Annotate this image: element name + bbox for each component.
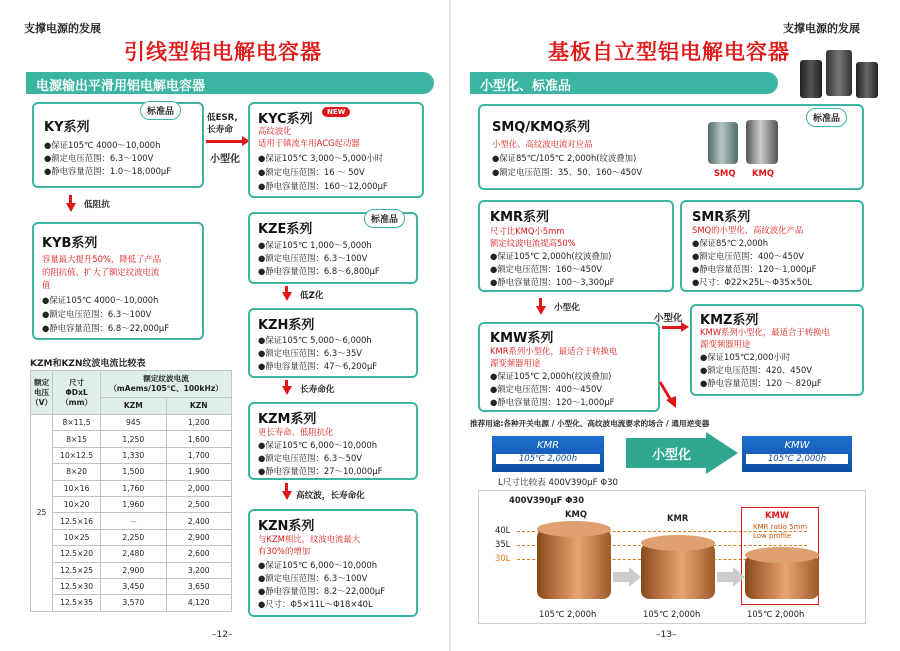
smq-cap-image: [708, 122, 738, 164]
kmz-red: KMW系列小型化，最适合于转换电: [700, 327, 830, 337]
kzn-red: 与KZM相比，纹波电流最大: [258, 534, 361, 544]
kmr-cap: [641, 543, 715, 599]
kzn-red: 有30%的增加: [258, 546, 311, 556]
cap-life: 105℃ 2,000h: [643, 609, 701, 619]
table-cell: 1,760: [101, 480, 166, 496]
kzm-red: 更长寿命、低阻抗化: [258, 427, 334, 437]
product-photo-cap: [826, 50, 852, 96]
left-page-number: –12–: [212, 630, 233, 640]
kmr-red: 尺寸比KMQ小5mm: [490, 226, 565, 236]
cap-name: KMR: [667, 513, 689, 523]
kyc-title: KYC系列: [258, 112, 313, 127]
table-row: [31, 480, 232, 496]
table-cell: 3,650: [166, 578, 231, 594]
table-row: [31, 431, 232, 447]
kzm-line: ●保证105℃ 6,000～10,000h: [258, 440, 378, 450]
table-row: [31, 546, 232, 562]
kyc-red: 适用于镇流车用ACG起动器: [258, 138, 360, 148]
flow-kmr-chip: KMR 105℃ 2,000h: [492, 436, 604, 472]
kzm-line: ●额定电压范围：6.3～50V: [258, 453, 363, 463]
kmr-line: ●保证105℃ 2,000h(纹波叠加): [490, 251, 612, 261]
smr-red: SMQ的小型化、高纹波化产品: [692, 225, 804, 235]
kmr-red: 额定纹波电流提高50%: [490, 238, 576, 248]
table-row: [31, 464, 232, 480]
compare-caption: L尺寸比较表 400V390μF Φ30: [498, 478, 619, 488]
kyb-box[interactable]: [32, 222, 204, 340]
kmr-box[interactable]: [478, 200, 674, 292]
table-row: [31, 513, 232, 529]
table-cell: 12.5×35: [53, 595, 101, 611]
table-row: [31, 496, 232, 512]
kze-badge: 标准品: [364, 209, 405, 228]
cap-name: KMQ: [565, 509, 587, 519]
ky-line: ●保证105℃ 4000～10,000h: [44, 140, 161, 150]
product-photo-cap: [856, 62, 878, 98]
kzh-line: ●保证105℃ 5,000～6,000h: [258, 335, 372, 345]
table-cell: 1,960: [101, 496, 166, 512]
smr-line: ●静电容量范围：120～1,000μF: [692, 264, 817, 274]
th-kzm: KZM: [101, 397, 166, 414]
kmz-box[interactable]: [690, 304, 864, 396]
table-caption: KZM和KZN纹波电流比较表: [30, 359, 146, 369]
arrow-ky-kyc-label: 低ESR, 长寿命: [207, 113, 238, 135]
page-gutter: [449, 0, 451, 651]
gray-arrow: [717, 567, 745, 587]
kmq-cap-label: KMQ: [752, 168, 774, 178]
kmw-note: KMR ratio 5mm: [753, 523, 808, 531]
kyc-line: ●静电容量范围：160～12,000μF: [258, 181, 388, 191]
kzn-box[interactable]: [248, 509, 418, 617]
kmz-line: ●额定电压范围：420、450V: [700, 365, 813, 375]
kmw-line: ●保证105℃ 2,000h(纹波叠加): [490, 371, 612, 381]
arrow-stem: [285, 483, 288, 491]
smq-title: SMQ/KMQ系列: [492, 120, 591, 135]
kyb-title: KYB系列: [42, 236, 98, 251]
table-cell: 8×15: [53, 431, 101, 447]
y-label: 40L: [495, 525, 511, 535]
size-comparison-chart: [478, 490, 866, 624]
table-cell: 2,900: [166, 529, 231, 545]
arrow-right: [662, 326, 682, 329]
kmr-cap-top: [641, 535, 715, 551]
table-row: [31, 447, 232, 463]
smr-title: SMR系列: [692, 210, 751, 225]
table-row: [31, 415, 232, 431]
product-photo-cap: [800, 60, 822, 98]
smq-line: ●保证85℃/105℃ 2,000h(纹波叠加): [492, 153, 637, 163]
kmw-note: Low profile: [753, 532, 792, 540]
kyb-line: ●保证105℃ 4000～10,000h: [42, 295, 159, 305]
arrow-kmz-label: 小型化: [654, 313, 683, 324]
ky-title: KY系列: [44, 120, 90, 135]
kze-title: KZE系列: [258, 222, 313, 237]
table-cell: 2,900: [101, 562, 166, 578]
kyc-line: ●额定电压范围：16 ～ 50V: [258, 167, 365, 177]
kmz-title: KMZ系列: [700, 313, 759, 328]
flow-mid-label: 小型化: [652, 448, 692, 463]
diagonal-arrow: [656, 380, 680, 410]
cap-life: 105℃ 2,000h: [539, 609, 597, 619]
left-header: 支撑电源的发展: [24, 22, 101, 35]
table-row: [31, 562, 232, 578]
table-cell: 10×12.5: [53, 447, 101, 463]
table-cell: 10×16: [53, 480, 101, 496]
ky-line: ●额定电压范围：6.3～100V: [44, 153, 154, 163]
y-label: 35L: [495, 539, 511, 549]
kmr-line: ●静电容量范围：100～3,300μF: [490, 277, 615, 287]
kzh-line: ●静电容量范围：47～6,200μF: [258, 361, 378, 371]
kyb-line: ●额定电压范围：6.3～100V: [42, 309, 152, 319]
table-cell: 3,200: [166, 562, 231, 578]
smq-badge: 标准品: [806, 108, 847, 127]
table-cell: 2,480: [101, 546, 166, 562]
kmr-line: ●额定电压范围：160～450V: [490, 264, 603, 274]
table-cell: 945: [101, 415, 166, 431]
arrow-down: [66, 203, 76, 212]
arrow-kzh-label: 长寿命化: [300, 385, 335, 395]
table-cell: 1,500: [101, 464, 166, 480]
arrow-ky-kyc2-label: 小型化: [210, 154, 240, 165]
table-cell: 2,400: [166, 513, 231, 529]
table-cell: 1,330: [101, 447, 166, 463]
kzn-line: ●额定电压范围：6.3～100V: [258, 573, 368, 583]
kmw-box[interactable]: [478, 322, 660, 412]
gray-arrow: [613, 567, 641, 587]
ky-line: ●静电容量范围：1.0～18,000μF: [44, 166, 172, 176]
arrow-kmr-label: 小型化: [554, 303, 580, 313]
voltage-cell: 25: [31, 415, 53, 612]
kzh-line: ●额定电压范围：6.3～35V: [258, 348, 363, 358]
arrow-head-right: [681, 322, 689, 332]
th-size: 尺寸 ΦDxL （mm）: [53, 371, 101, 415]
ripple-table: [30, 370, 232, 612]
kmz-red: 源变频器用途: [700, 339, 751, 349]
table-cell: 8×11.5: [53, 415, 101, 431]
table-cell: 1,900: [166, 464, 231, 480]
smr-line: ●保证85℃ 2,000h: [692, 238, 769, 248]
table-cell: 2,250: [101, 529, 166, 545]
new-badge: NEW: [322, 107, 350, 117]
table-row: [31, 595, 232, 611]
right-title: 基板自立型铝电解电容器: [548, 40, 790, 64]
table-row: [31, 529, 232, 545]
kmw-title: KMW系列: [490, 331, 554, 346]
kzm-title: KZM系列: [258, 412, 317, 427]
table-cell: 2,500: [166, 496, 231, 512]
ky-badge: 标准品: [140, 101, 181, 120]
kzm-box[interactable]: [248, 402, 418, 480]
kmw-red: KMR系列小型化，最适合于转换电: [490, 346, 618, 356]
kze-line: ●额定电压范围：6.3～100V: [258, 253, 368, 263]
smq-cap-label: SMQ: [714, 168, 736, 178]
arrow-down: [282, 292, 292, 301]
smq-red: 小型化、高纹波电流对应品: [492, 139, 593, 149]
kyb-red: 容量最大提升50%，降低了产品: [42, 254, 162, 264]
kyb-red: 的阻抗值、扩大了额定纹波电流: [42, 267, 160, 277]
table-cell: 12.5×20: [53, 546, 101, 562]
table-cell: 1,200: [166, 415, 231, 431]
kzn-line: ●静电容量范围：8.2～22,000μF: [258, 586, 386, 596]
smq-line: ●额定电压范围：35、50、160～450V: [492, 167, 643, 177]
kmz-line: ●静电容量范围：120 ～ 820μF: [700, 378, 822, 388]
flow-kmw-chip: KMW 105℃ 2,000h: [742, 436, 852, 472]
kzm-line: ●静电容量范围：27～10,000μF: [258, 466, 383, 476]
right-header: 支撑电源的发展: [783, 22, 860, 35]
kmw-cap-top: [745, 547, 819, 563]
th-ripple: 额定纹波电流 （mAems/105℃、100kHz）: [101, 371, 232, 398]
arrow-stem: [539, 298, 542, 306]
arrow-right: [206, 140, 244, 143]
table-cell: 12.5×25: [53, 562, 101, 578]
kmz-line: ●保证105℃2,000小时: [700, 352, 791, 362]
right-page-number: –13–: [656, 630, 677, 640]
arrow-down: [282, 386, 292, 395]
table-cell: 10×25: [53, 529, 101, 545]
arrow-kze-label: 低Z化: [300, 291, 324, 301]
kyc-red: 高纹波化: [258, 126, 292, 136]
table-cell: 8×20: [53, 464, 101, 480]
smr-line: ●额定电压范围：400～450V: [692, 251, 805, 261]
kyb-red: 值: [42, 280, 51, 290]
table-cell: 12.5×30: [53, 578, 101, 594]
kyb-line: ●静电容量范围：6.8～22,000μF: [42, 323, 170, 333]
recommend-text: 推荐用途:各种开关电源 / 小型化、高纹波电流要求的场合 / 通用逆变器: [470, 419, 710, 428]
kzn-line: ●尺寸：Φ5×11L～Φ18×40L: [258, 599, 373, 609]
kmq-cap-top: [537, 521, 611, 537]
kzn-line: ●保证105℃ 6,000～10,000h: [258, 560, 378, 570]
arrow-kzm-label: 高纹波，长寿命化: [296, 491, 365, 501]
smr-line: ●尺寸：Φ22×25L～Φ35×50L: [692, 277, 812, 287]
table-cell: 12.5×16: [53, 513, 101, 529]
arrow-down: [282, 491, 292, 500]
left-title: 引线型铝电解电容器: [124, 40, 322, 64]
table-cell: 2,600: [166, 546, 231, 562]
kzh-title: KZH系列: [258, 318, 315, 333]
kze-line: ●静电容量范围：6.8～6,800μF: [258, 266, 380, 276]
table-cell: 3,570: [101, 595, 166, 611]
cap-life: 105℃ 2,000h: [747, 609, 805, 619]
kmw-line: ●静电容量范围：120～1,000μF: [490, 397, 615, 407]
kyc-line: ●保证105℃ 3,000～5,000小时: [258, 153, 384, 163]
table-cell: 10×20: [53, 496, 101, 512]
arrow-stem: [69, 195, 72, 203]
kmq-cap: [537, 529, 611, 599]
kze-line: ●保证105℃ 1,000～5,000h: [258, 240, 372, 250]
table-cell: 2,000: [166, 480, 231, 496]
table-cell: 4,120: [166, 595, 231, 611]
left-band: 电源输出平滑用铝电解电容器: [26, 72, 434, 94]
arrow-down: [536, 306, 546, 315]
kmw-red: 源变频器用途: [490, 358, 541, 368]
table-cell: 1,700: [166, 447, 231, 463]
table-row: [31, 578, 232, 594]
table-cell: 3,450: [101, 578, 166, 594]
kmw-line: ●额定电压范围：400～450V: [490, 384, 603, 394]
kmq-cap-image: [746, 120, 778, 164]
th-voltage: 额定 电压 （V）: [31, 371, 53, 415]
table-cell: 1,250: [101, 431, 166, 447]
cap-name: KMW: [765, 510, 790, 520]
right-band: 小型化、标准品: [470, 72, 778, 94]
th-kzn: KZN: [166, 397, 231, 414]
smr-box[interactable]: [680, 200, 864, 292]
kzn-title: KZN系列: [258, 519, 315, 534]
kmr-title: KMR系列: [490, 210, 550, 225]
chart-title: 400V390μF Φ30: [509, 495, 585, 505]
table-cell: 1,600: [166, 431, 231, 447]
arrow-ky-kyb-label: 低阻抗: [84, 200, 110, 210]
kzh-box[interactable]: [248, 308, 418, 378]
y-label: 30L: [495, 553, 511, 563]
table-cell: －: [101, 513, 166, 529]
